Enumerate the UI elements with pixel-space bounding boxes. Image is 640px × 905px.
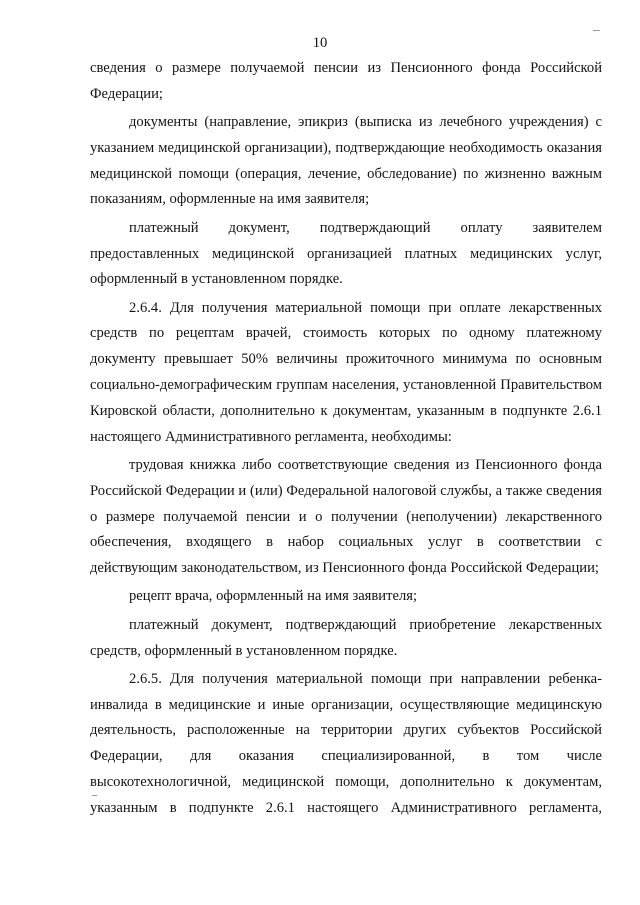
paragraph-medicine-payment: платежный документ, подтверждающий приобретение лекарственных средств, оформленный в установленном порядке.	[90, 616, 602, 659]
paragraph-work-record: трудовая книжка либо соответствующие сведения из Пенсионного фонда Российской Федерации и (или) Федеральной налоговой службы, а также сведения о размере получаемой пенсии и о получении (неполучении) лекарственного обеспечения, входящего в набор социальных услуг в соответствии с действующим законодательством, из Пенсионного фонда Российской Федерации;	[90, 456, 602, 577]
paragraph-payment-document: платежный документ, подтверждающий оплату заявителем предоставленных медицинской организацией платных медицинских услуг, оформленный в установленном порядке.	[90, 219, 602, 288]
paragraph-2-6-4: 2.6.4. Для получения материальной помощи при оплате лекарственных средств по рецептам врачей, стоимость которых по одному платежному документу превышает 50% величины прожиточного минимума по основным социально-демографическим группам населения, установленной Правительством Кировской области, дополнительно к документам, указанным в подпункте 2.6.1 настоящего Административного регламента, необходимы:	[90, 299, 602, 445]
scan-mark-left-margin	[92, 795, 97, 796]
paragraph-medical-documents: документы (направление, эпикриз (выписка из лечебного учреждения) с указанием медицинской организации), подтверждающие необходимость оказания медицинской помощи (операция, лечение, обследование) по жизненно важным показаниям, оформленные на имя заявителя;	[90, 114, 602, 208]
paragraph-prescription: рецепт врача, оформленный на имя заявителя;	[129, 588, 417, 605]
document-body	[90, 56, 602, 824]
scan-mark-top-right	[593, 30, 600, 31]
paragraph-2-6-5: 2.6.5. Для получения материальной помощи при направлении ребенка-инвалида в медицинские и иные организации, осуществляющие медицинскую деятельность, расположенные на территории других субъектов Российской Федерации, для оказания специализированной, в том числе высокотехнологичной, медицинской помощи, дополнительно к документам, указанным в подпункте 2.6.1 настоящего Административного регламента,	[90, 670, 602, 816]
page-number: 10	[312, 35, 328, 51]
paragraph-pension-info: сведения о размере получаемой пенсии из Пенсионного фонда Российской Федерации;	[90, 60, 602, 102]
